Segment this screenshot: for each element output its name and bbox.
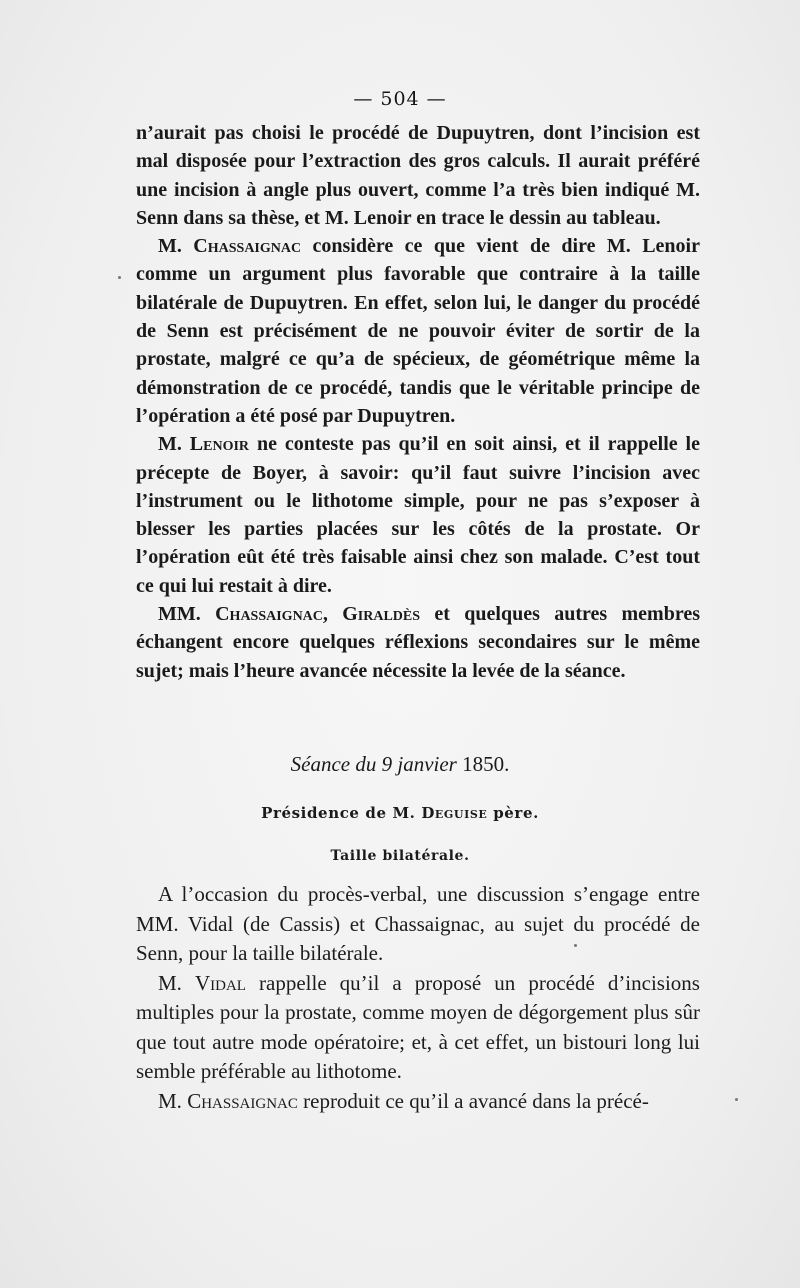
paragraph — [136, 600, 700, 685]
speaker-name: Chassaignac — [193, 235, 302, 258]
paragraph — [136, 119, 700, 232]
paragraph-body: reproduit ce qu’il a avancé dans la précé- — [297, 1088, 649, 1113]
presidence-suffix: père. — [493, 804, 539, 822]
paragraph — [136, 430, 700, 600]
speaker-title: M. — [158, 970, 195, 995]
speaker-title: M. — [158, 1088, 188, 1113]
presidence-prefix: Présidence de M. — [261, 804, 416, 822]
page-number: — 504 — — [353, 88, 447, 110]
session-heading — [0, 752, 800, 777]
paper-speck — [574, 944, 577, 947]
paragraph — [136, 232, 700, 430]
bottom-text-block — [136, 880, 700, 1116]
paper-speck — [118, 276, 121, 279]
paragraph-body: considère ce que vient de dire M. Lenoir comme un argument plus favorable que contraire à la taille bilatérale de Dupuytren. En effet, selon lui, le danger du procédé de Senn est précisément de ne pouvoir éviter de sortir de la prostate, malgré ce qu’a de spécieux, de géométrique même la démonstration de ce procédé, tandis que le véritable principe de l’opération a été posé par Dupuytren. — [136, 235, 700, 427]
paragraph-body: rappelle qu’il a proposé un procédé d’incisions multiples pour la prostate, comme moyen de dégorgement plus sûr que tout autre mode opératoire; et, à cet effet, un bistouri long lui semble préférable au lithotome. — [136, 970, 700, 1083]
paragraph-body: ne conteste pas qu’il en soit ainsi, et il rappelle le précepte de Boyer, à savoir: qu’il faut suivre l’incision avec l’instrument ou le lithotome simple, pour ne pas s’exposer à blesser les parties placées sur les côtés de la prostate. Or l’opération eût été très faisable ainsi chez son malade. C’est tout ce qui lui restait à dire. — [136, 433, 700, 597]
speaker-title: M. — [158, 433, 190, 456]
paragraph-body: A l’occasion du procès-verbal, une discussion s’engage entre MM. Vidal (de Cassis) et Chassaignac, au sujet du procédé de Senn, pour la taille bilatérale. — [136, 882, 700, 965]
paragraph-body: et quelques autres membres échangent encore quelques réflexions secondaires sur le même sujet; mais l’heure avancée nécessite la levée de la séance. — [136, 603, 700, 682]
speaker-name: Chassaignac — [187, 1088, 298, 1113]
president-name: Deguise — [421, 804, 488, 822]
speaker-title: MM. — [158, 603, 216, 626]
presidence-line — [0, 804, 800, 822]
paragraph-body: n’aurait pas choisi le procédé de Dupuytren, dont l’incision est mal disposée pour l’extraction des gros calculs. Il aurait préféré une incision à angle plus ouvert, comme l’a très bien indiqué M. Senn dans sa thèse, et M. Lenoir en trace le dessin au tableau. — [136, 122, 700, 229]
paper-speck — [735, 1098, 738, 1101]
top-text-block — [136, 119, 700, 685]
session-year: 1850. — [462, 752, 510, 776]
session-heading-text: Séance du 9 janvier — [290, 752, 457, 776]
speaker-name: Vidal — [194, 970, 246, 995]
speaker-title: M. — [158, 235, 194, 258]
speaker-name: Lenoir — [189, 433, 250, 456]
speaker-name: Chassaignac, Giraldès — [215, 603, 421, 626]
paragraph — [136, 880, 700, 969]
section-title: Taille bilatérale. — [330, 848, 470, 864]
paragraph — [136, 969, 700, 1087]
paragraph — [136, 1087, 700, 1117]
